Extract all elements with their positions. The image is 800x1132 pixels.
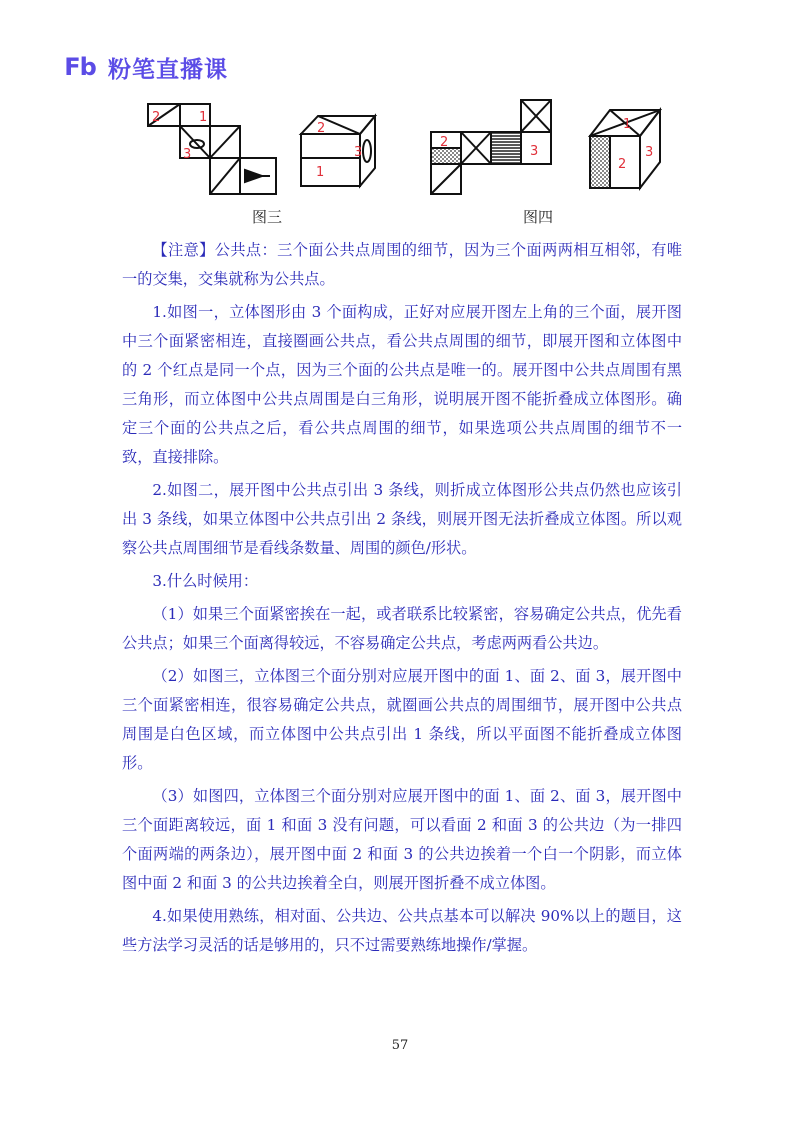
f4-cube-label-3: 3 (645, 145, 654, 160)
f3-net-label-3: 3 (183, 147, 192, 162)
figure-3-caption: 图三 (252, 208, 283, 226)
f4-net-label-2: 2 (440, 135, 449, 150)
paragraph-3-1: （1）如果三个面紧密挨在一起，或者联系比较紧密，容易确定公共点，优先看公共点；如果三个面离得较远，不容易确定公共点，考虑两两看公共边。 (122, 605, 682, 652)
f4-net-label-3: 3 (530, 144, 539, 159)
paragraph-4: 4.如果使用熟练，相对面、公共边、公共点基本可以解决 90%以上的题目，这些方法学习灵活的话是够用的，只不过需要熟练地操作/掌握。 (122, 907, 682, 954)
note-tag: 【注意】 (152, 241, 215, 259)
article-body (122, 236, 682, 964)
f3-net-label-2: 2 (152, 110, 161, 125)
f3-cube-label-1: 1 (316, 165, 325, 180)
paragraph-2: 2.如图二，展开图中公共点引出 3 条线，则折成立体图形公共点仍然也应该引出 3 条线，如果立体图中公共点引出 2 条线，则展开图无法折叠成立体图。所以观察公共点周围细节是看线条数量、周围的颜色/形状。 (122, 481, 682, 557)
f3-cube-label-2: 2 (317, 121, 326, 136)
figure-3-cube (301, 116, 375, 186)
f4-cube-label-2: 2 (618, 157, 627, 172)
brand-header (58, 52, 228, 82)
fb-logo-icon: Fb (64, 53, 96, 81)
paragraph-1: 1.如图一，立体图形由 3 个面构成，正好对应展开图左上角的三个面，展开图中三个面紧密相连，直接圈画公共点，看公共点周围的细节，即展开图和立体图中的 2 个红点是同一个点，因为三个面的公共点是唯一的。展开图中公共点周围有黑三角形，而立体图中公共点周围是白三角形，说明展开图不能折叠成立体图形。确定三个面的公共点之后，看公共点周围的细节，如果选项公共点周围的细节不一致，直接排除。 (122, 303, 682, 466)
figures-3-and-4 (0, 96, 800, 236)
page-number: 57 (391, 1038, 409, 1053)
f4-cube-label-1: 1 (623, 117, 632, 132)
paragraph-3-2: （2）如图三，立体图三个面分别对应展开图中的面 1、面 2、面 3，展开图中三个面紧密相连，很容易确定公共点，就圈画公共点的周围细节，展开图中公共点周围是白色区域，而立体图中公共点引出 1 条线，所以平面图不能折叠成立体图形。 (122, 667, 682, 772)
paragraph-3: 3.什么时候用： (152, 572, 259, 590)
paragraph-3-3: （3）如图四，立体图三个面分别对应展开图中的面 1、面 2、面 3，展开图中三个面距离较远，面 1 和面 3 没有问题，可以看面 2 和面 3 的公共边（为一排四个面两端的两条边），展开图中面 2 和面 3 的公共边挨着一个白一个阴影，而立体图中面 2 和面 3 的公共边挨着全白，则展开图折叠不成立体图。 (122, 787, 682, 892)
brand-name: 粉笔直播课 (108, 56, 228, 83)
f3-net-label-1: 1 (199, 110, 208, 125)
note-text: 公共点：三个面公共点周围的细节，因为三个面两两相互相邻，有唯一的交集，交集就称为公共点。 (122, 241, 683, 288)
figure-4-caption: 图四 (523, 208, 554, 226)
figure-3-net (148, 104, 276, 194)
note-paragraph (122, 236, 682, 294)
f3-cube-label-3: 3 (354, 145, 363, 160)
